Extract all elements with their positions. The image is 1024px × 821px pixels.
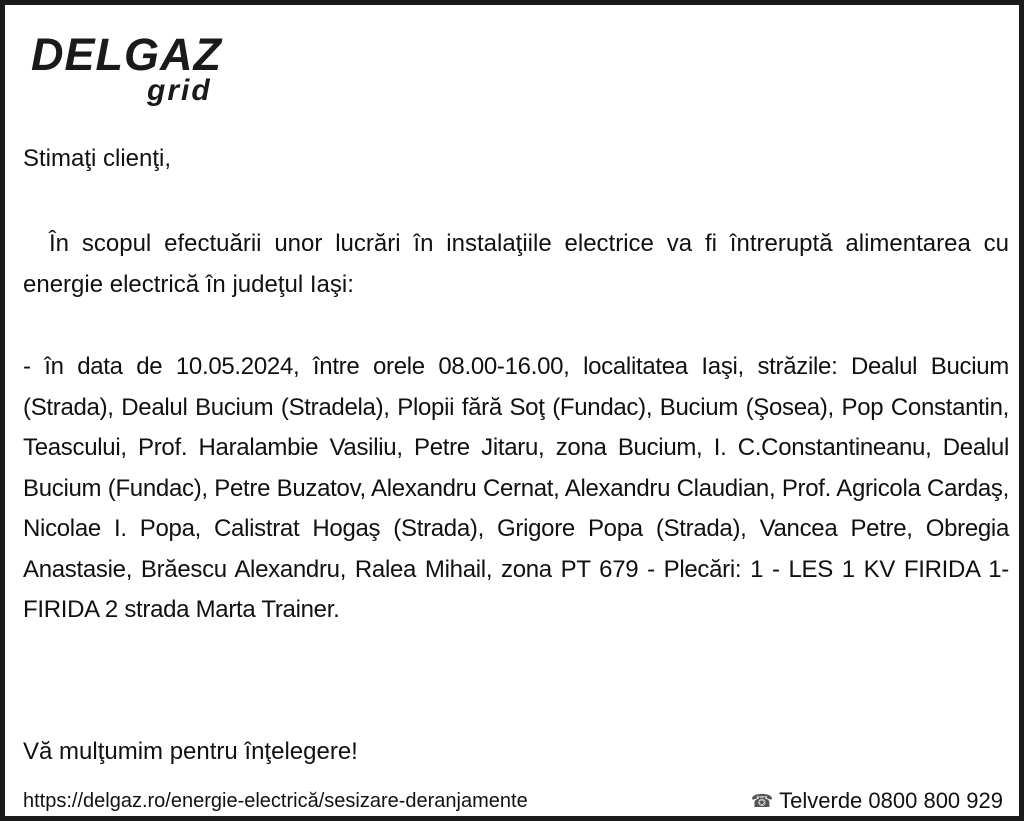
- phone-number: Telverde 0800 800 929: [779, 788, 1003, 813]
- footer-url: https://delgaz.ro/energie-electrică/sesizare-deranjamente: [23, 790, 528, 812]
- thanks-line: Vă mulţumim pentru înţelegere!: [23, 738, 358, 765]
- delgaz-grid-logo: [31, 31, 231, 111]
- intro-paragraph: În scopul efectuării unor lucrări în instalaţiile electrice va fi întreruptă alimentarea cu energie electrică în judeţul Iaşi:: [23, 230, 1009, 298]
- logo-sub-text: grid: [147, 74, 212, 107]
- logo-brand-text: DELGAZ: [31, 29, 222, 80]
- outage-details-paragraph: - în data de 10.05.2024, între orele 08.00-16.00, localitatea Iaşi, străzile: Dealul Bucium (Strada), Dealul Bucium (Stradela), Plopii fără Soţ (Fundac), Bucium (Şosea), Pop Constantin, Teascului, Prof. Haralambie Vasiliu, Petre Jitaru, zona Bucium, I. C.Constantineanu, Dealul Bucium (Fundac), Petre Buzatov, Alexandru Cernat, Alexandru Claudian, Prof. Agricola Cardaş, Nicolae I. Popa, Calistrat Hogaş (Strada), Grigore Popa (Strada), Vancea Petre, Obregia Anastasie, Brăescu Alexandru, Ralea Mihail, zona PT 679 - Plecări: 1 - LES 1 KV FIRIDA 1-FIRIDA 2 strada Marta Trainer.: [23, 353, 1009, 623]
- greeting: Stimaţi clienţi,: [23, 145, 172, 172]
- phone-icon: ☎: [750, 791, 774, 811]
- footer-phone: [751, 787, 1003, 815]
